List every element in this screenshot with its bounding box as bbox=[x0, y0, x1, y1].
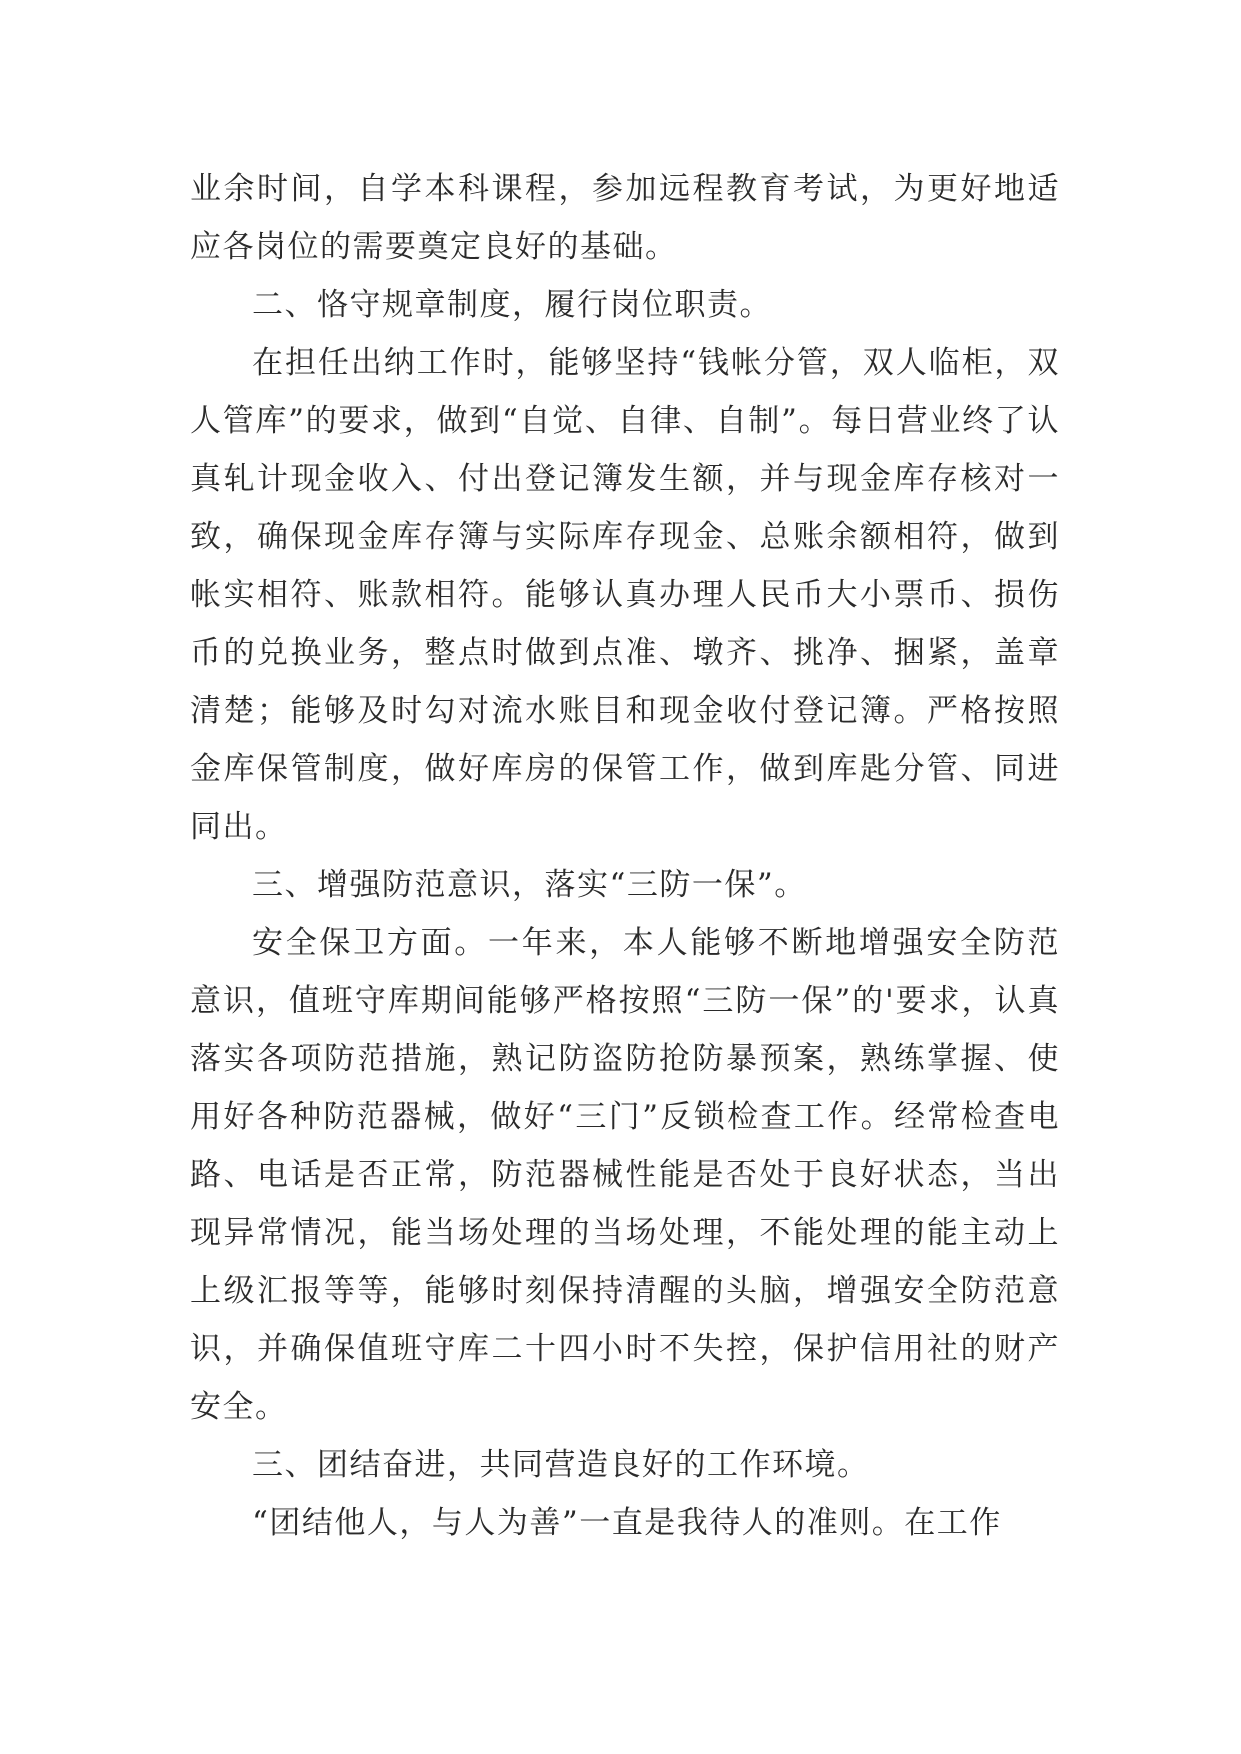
section-heading-3: 三、增强防范意识，落实“三防一保”。 bbox=[252, 867, 807, 903]
paragraph-continuation: 业余时间，自学本科课程，参加远程教育考试，为更好地适应各岗位的需要奠定良好的基础。 bbox=[190, 171, 1060, 265]
section-heading-3b: 三、团结奋进，共同营造良好的工作环境。 bbox=[252, 1447, 870, 1483]
paragraph-security: 安全保卫方面。一年来，本人能够不断地增强安全防范意识，值班守库期间能够严格按照“三防一保”的'要求，认真落实各项防范措施，熟记防盗防抢防暴预案，熟练掌握、使用好各种防范器械，做好“三门”反锁检查工作。经常检查电路、电话是否正常，防范器械性能是否处于良好状态，当出现异常情况，能当场处理的当场处理，不能处理的能主动上上级汇报等等，能够时刻保持清醒的头脑，增强安全防范意识，并确保值班守库二十四小时不失控，保护信用社的财产安全。 bbox=[190, 925, 1060, 1425]
document-body bbox=[190, 160, 1060, 1552]
section-heading-2: 二、恪守规章制度，履行岗位职责。 bbox=[252, 287, 772, 323]
paragraph-teamwork: “团结他人，与人为善”一直是我待人的准则。在工作 bbox=[252, 1505, 1002, 1541]
paragraph-cashier-duties: 在担任出纳工作时，能够坚持“钱帐分管，双人临柜，双人管库”的要求，做到“自觉、自律、自制”。每日营业终了认真轧计现金收入、付出登记簿发生额，并与现金库存核对一致，确保现金库存簿与实际库存现金、总账余额相符，做到帐实相符、账款相符。能够认真办理人民币大小票币、损伤币的兑换业务，整点时做到点准、墩齐、挑净、捆紧，盖章清楚；能够及时勾对流水账目和现金收付登记簿。严格按照金库保管制度，做好库房的保管工作，做到库匙分管、同进同出。 bbox=[190, 345, 1060, 845]
